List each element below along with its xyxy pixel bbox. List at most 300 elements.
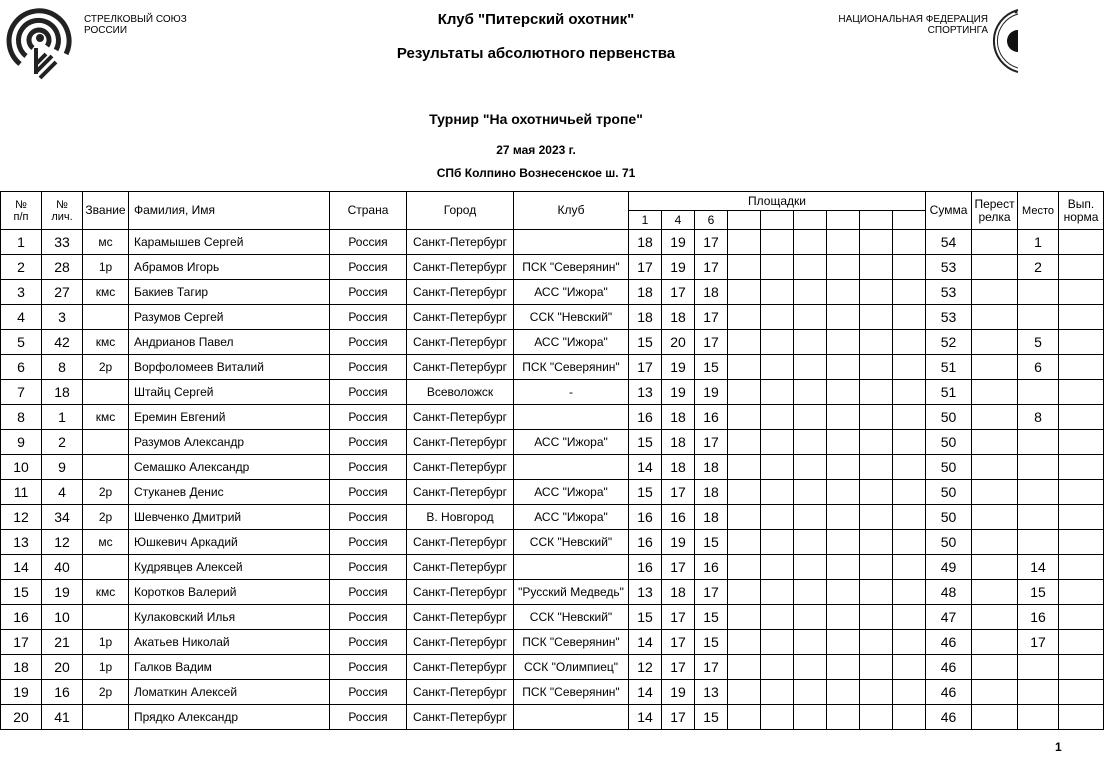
rank <box>83 380 129 405</box>
row-number: 14 <box>1 555 42 580</box>
rank <box>83 705 129 730</box>
score-empty <box>761 330 794 355</box>
score-ground-1: 15 <box>629 605 662 630</box>
table-row <box>1 255 1104 280</box>
athlete-name: Ломаткин Алексей <box>129 680 330 705</box>
shootoff <box>972 655 1018 680</box>
norm <box>1059 305 1104 330</box>
norm <box>1059 655 1104 680</box>
club-title: Клуб "Питерский охотник" <box>437 11 635 28</box>
place: 14 <box>1018 555 1059 580</box>
club: ПСК "Северянин" <box>514 255 629 280</box>
score-empty <box>794 455 827 480</box>
score-empty <box>728 580 761 605</box>
place: 15 <box>1018 580 1059 605</box>
country: Россия <box>330 505 407 530</box>
score-ground-4: 17 <box>662 555 695 580</box>
score-empty <box>761 355 794 380</box>
table-row <box>1 280 1104 305</box>
col-header-lic: № лич. <box>42 192 83 230</box>
score-empty <box>794 380 827 405</box>
score-empty <box>794 705 827 730</box>
col-header-country: Страна <box>330 192 407 230</box>
club: АСС "Ижора" <box>514 505 629 530</box>
country: Россия <box>330 605 407 630</box>
score-ground-6: 18 <box>695 455 728 480</box>
rank: мс <box>83 530 129 555</box>
score-ground-1: 16 <box>629 530 662 555</box>
row-number: 19 <box>1 680 42 705</box>
score-ground-4: 19 <box>662 230 695 255</box>
table-row <box>1 705 1104 730</box>
rank: 2р <box>83 355 129 380</box>
rank: кмс <box>83 330 129 355</box>
score-empty <box>728 605 761 630</box>
score-empty <box>761 505 794 530</box>
city: Санкт-Петербург <box>407 680 514 705</box>
total-sum: 51 <box>926 380 972 405</box>
norm <box>1059 555 1104 580</box>
row-number: 7 <box>1 380 42 405</box>
score-ground-6: 17 <box>695 255 728 280</box>
score-empty <box>893 305 926 330</box>
score-ground-6: 15 <box>695 355 728 380</box>
shootoff <box>972 705 1018 730</box>
row-number: 4 <box>1 305 42 330</box>
score-ground-6: 17 <box>695 305 728 330</box>
score-empty <box>827 355 860 380</box>
score-empty <box>827 280 860 305</box>
license-number: 40 <box>42 555 83 580</box>
total-sum: 50 <box>926 430 972 455</box>
score-ground-4: 18 <box>662 580 695 605</box>
col-header-shootoff: Перест релка <box>972 192 1018 230</box>
score-empty <box>827 705 860 730</box>
total-sum: 46 <box>926 705 972 730</box>
score-empty <box>794 355 827 380</box>
shootoff <box>972 530 1018 555</box>
license-number: 33 <box>42 230 83 255</box>
tournament-title: Турнир "На охотничьей тропе" <box>429 111 643 127</box>
place <box>1018 505 1059 530</box>
col-header-name: Фамилия, Имя <box>129 192 330 230</box>
city: Санкт-Петербург <box>407 330 514 355</box>
score-ground-4: 18 <box>662 430 695 455</box>
score-empty <box>794 580 827 605</box>
col-header-norm: Вып. норма <box>1059 192 1104 230</box>
athlete-name: Карамышев Сергей <box>129 230 330 255</box>
city: Санкт-Петербург <box>407 280 514 305</box>
total-sum: 46 <box>926 655 972 680</box>
place: 5 <box>1018 330 1059 355</box>
col-header-grounds: Площадки <box>629 192 926 211</box>
score-ground-4: 19 <box>662 255 695 280</box>
score-ground-1: 16 <box>629 555 662 580</box>
table-row <box>1 530 1104 555</box>
col-header-place: Место <box>1018 192 1059 230</box>
shootoff <box>972 580 1018 605</box>
score-empty <box>827 230 860 255</box>
score-empty <box>893 705 926 730</box>
score-ground-6: 17 <box>695 430 728 455</box>
col-header-rank: Звание <box>83 192 129 230</box>
athlete-name: Шевченко Дмитрий <box>129 505 330 530</box>
score-ground-1: 16 <box>629 405 662 430</box>
score-empty <box>761 255 794 280</box>
score-ground-6: 15 <box>695 605 728 630</box>
score-empty <box>728 680 761 705</box>
country: Россия <box>330 630 407 655</box>
score-empty <box>728 555 761 580</box>
table-row <box>1 580 1104 605</box>
score-empty <box>893 405 926 430</box>
row-number: 5 <box>1 330 42 355</box>
score-empty <box>827 605 860 630</box>
score-ground-1: 15 <box>629 430 662 455</box>
score-ground-4: 17 <box>662 605 695 630</box>
city: В. Новгород <box>407 505 514 530</box>
ground-header <box>893 211 926 230</box>
club <box>514 230 629 255</box>
score-empty <box>893 555 926 580</box>
city: Санкт-Петербург <box>407 555 514 580</box>
score-empty <box>761 405 794 430</box>
place: 17 <box>1018 630 1059 655</box>
rank <box>83 555 129 580</box>
license-number: 8 <box>42 355 83 380</box>
score-ground-6: 13 <box>695 680 728 705</box>
norm <box>1059 380 1104 405</box>
rank: 1р <box>83 630 129 655</box>
score-empty <box>761 655 794 680</box>
score-empty <box>893 430 926 455</box>
shootoff <box>972 630 1018 655</box>
score-ground-4: 19 <box>662 680 695 705</box>
score-empty <box>761 630 794 655</box>
score-ground-1: 17 <box>629 355 662 380</box>
score-empty <box>827 630 860 655</box>
score-empty <box>893 380 926 405</box>
row-number: 3 <box>1 280 42 305</box>
club: "Русский Медведь" <box>514 580 629 605</box>
athlete-name: Прядко Александр <box>129 705 330 730</box>
club <box>514 555 629 580</box>
shootoff <box>972 305 1018 330</box>
rank: 1р <box>83 255 129 280</box>
table-row <box>1 605 1104 630</box>
shootoff <box>972 680 1018 705</box>
score-empty <box>761 380 794 405</box>
athlete-name: Кулаковский Илья <box>129 605 330 630</box>
license-number: 18 <box>42 380 83 405</box>
score-empty <box>728 480 761 505</box>
score-empty <box>860 330 893 355</box>
club: - <box>514 380 629 405</box>
score-empty <box>761 605 794 630</box>
norm <box>1059 405 1104 430</box>
score-empty <box>893 680 926 705</box>
score-empty <box>827 380 860 405</box>
total-sum: 52 <box>926 330 972 355</box>
score-empty <box>860 430 893 455</box>
country: Россия <box>330 255 407 280</box>
score-empty <box>761 455 794 480</box>
score-empty <box>794 230 827 255</box>
col-header-club: Клуб <box>514 192 629 230</box>
score-ground-1: 15 <box>629 330 662 355</box>
org-left-line-2: РОССИИ <box>84 25 128 36</box>
norm <box>1059 530 1104 555</box>
score-ground-1: 17 <box>629 255 662 280</box>
score-empty <box>893 355 926 380</box>
score-empty <box>860 280 893 305</box>
ground-header: 4 <box>662 211 695 230</box>
row-number: 1 <box>1 230 42 255</box>
total-sum: 48 <box>926 580 972 605</box>
score-empty <box>860 605 893 630</box>
results-table <box>0 191 1104 730</box>
rank: 2р <box>83 680 129 705</box>
score-empty <box>827 655 860 680</box>
total-sum: 50 <box>926 505 972 530</box>
score-empty <box>893 605 926 630</box>
norm <box>1059 505 1104 530</box>
place <box>1018 530 1059 555</box>
country: Россия <box>330 430 407 455</box>
score-empty <box>893 255 926 280</box>
club: АСС "Ижора" <box>514 280 629 305</box>
total-sum: 47 <box>926 605 972 630</box>
results-title: Результаты абсолютного первенства <box>396 45 676 62</box>
license-number: 4 <box>42 480 83 505</box>
license-number: 16 <box>42 680 83 705</box>
score-empty <box>860 655 893 680</box>
norm <box>1059 480 1104 505</box>
score-empty <box>794 630 827 655</box>
city: Санкт-Петербург <box>407 230 514 255</box>
score-ground-6: 15 <box>695 630 728 655</box>
total-sum: 46 <box>926 680 972 705</box>
score-empty <box>860 230 893 255</box>
score-empty <box>827 580 860 605</box>
score-empty <box>728 705 761 730</box>
score-empty <box>827 330 860 355</box>
athlete-name: Андрианов Павел <box>129 330 330 355</box>
score-empty <box>728 630 761 655</box>
table-row <box>1 680 1104 705</box>
country: Россия <box>330 355 407 380</box>
total-sum: 53 <box>926 280 972 305</box>
place: 8 <box>1018 405 1059 430</box>
country: Россия <box>330 705 407 730</box>
city: Санкт-Петербург <box>407 705 514 730</box>
score-empty <box>728 305 761 330</box>
rank: кмс <box>83 405 129 430</box>
license-number: 19 <box>42 580 83 605</box>
athlete-name: Ворфоломеев Виталий <box>129 355 330 380</box>
score-ground-4: 17 <box>662 655 695 680</box>
club <box>514 455 629 480</box>
city: Санкт-Петербург <box>407 305 514 330</box>
score-empty <box>860 555 893 580</box>
score-ground-1: 13 <box>629 380 662 405</box>
score-empty <box>728 230 761 255</box>
rank <box>83 605 129 630</box>
place: 1 <box>1018 230 1059 255</box>
place <box>1018 655 1059 680</box>
score-ground-6: 17 <box>695 230 728 255</box>
norm <box>1059 230 1104 255</box>
score-ground-1: 18 <box>629 280 662 305</box>
score-empty <box>728 530 761 555</box>
club: ССК "Невский" <box>514 530 629 555</box>
ground-header <box>794 211 827 230</box>
score-empty <box>761 530 794 555</box>
license-number: 12 <box>42 530 83 555</box>
norm <box>1059 430 1104 455</box>
score-ground-6: 15 <box>695 705 728 730</box>
shootoff <box>972 355 1018 380</box>
row-number: 18 <box>1 655 42 680</box>
score-ground-4: 17 <box>662 480 695 505</box>
score-ground-1: 18 <box>629 230 662 255</box>
score-empty <box>761 555 794 580</box>
total-sum: 49 <box>926 555 972 580</box>
score-ground-4: 16 <box>662 505 695 530</box>
total-sum: 54 <box>926 230 972 255</box>
country: Россия <box>330 530 407 555</box>
score-empty <box>860 580 893 605</box>
score-empty <box>893 230 926 255</box>
row-number: 10 <box>1 455 42 480</box>
table-row <box>1 630 1104 655</box>
license-number: 28 <box>42 255 83 280</box>
norm <box>1059 455 1104 480</box>
score-ground-6: 17 <box>695 580 728 605</box>
score-empty <box>827 505 860 530</box>
ground-header: 6 <box>695 211 728 230</box>
score-ground-1: 15 <box>629 480 662 505</box>
shootoff <box>972 505 1018 530</box>
score-empty <box>761 280 794 305</box>
club <box>514 405 629 430</box>
athlete-name: Разумов Сергей <box>129 305 330 330</box>
total-sum: 53 <box>926 255 972 280</box>
place: 6 <box>1018 355 1059 380</box>
score-ground-4: 19 <box>662 380 695 405</box>
score-empty <box>893 480 926 505</box>
score-empty <box>794 505 827 530</box>
country: Россия <box>330 305 407 330</box>
score-empty <box>860 255 893 280</box>
score-empty <box>893 455 926 480</box>
license-number: 27 <box>42 280 83 305</box>
score-empty <box>827 255 860 280</box>
rank: мс <box>83 230 129 255</box>
shootoff <box>972 230 1018 255</box>
score-ground-6: 16 <box>695 555 728 580</box>
score-empty <box>794 405 827 430</box>
shootoff <box>972 455 1018 480</box>
score-empty <box>860 305 893 330</box>
norm <box>1059 605 1104 630</box>
athlete-name: Еремин Евгений <box>129 405 330 430</box>
score-empty <box>794 305 827 330</box>
table-row <box>1 330 1104 355</box>
athlete-name: Кудрявцев Алексей <box>129 555 330 580</box>
city: Санкт-Петербург <box>407 355 514 380</box>
ground-header <box>728 211 761 230</box>
total-sum: 51 <box>926 355 972 380</box>
org-right-line-1: НАЦИОНАЛЬНАЯ ФЕДЕРАЦИЯ <box>838 14 988 25</box>
place <box>1018 455 1059 480</box>
score-empty <box>827 305 860 330</box>
club: АСС "Ижора" <box>514 330 629 355</box>
table-row <box>1 355 1104 380</box>
score-empty <box>860 705 893 730</box>
score-ground-4: 18 <box>662 305 695 330</box>
score-empty <box>728 280 761 305</box>
country: Россия <box>330 480 407 505</box>
club: ССК "Олимпиец" <box>514 655 629 680</box>
score-empty <box>728 330 761 355</box>
score-ground-4: 19 <box>662 530 695 555</box>
country: Россия <box>330 455 407 480</box>
score-empty <box>794 280 827 305</box>
city: Санкт-Петербург <box>407 255 514 280</box>
score-empty <box>761 680 794 705</box>
table-row <box>1 555 1104 580</box>
score-empty <box>827 555 860 580</box>
norm <box>1059 255 1104 280</box>
score-empty <box>827 530 860 555</box>
score-ground-4: 17 <box>662 280 695 305</box>
total-sum: 50 <box>926 455 972 480</box>
score-empty <box>761 305 794 330</box>
row-number: 20 <box>1 705 42 730</box>
place <box>1018 280 1059 305</box>
ground-header <box>827 211 860 230</box>
row-number: 16 <box>1 605 42 630</box>
score-empty <box>893 630 926 655</box>
athlete-name: Акатьев Николай <box>129 630 330 655</box>
score-empty <box>860 530 893 555</box>
license-number: 2 <box>42 430 83 455</box>
club: ССК "Невский" <box>514 605 629 630</box>
score-empty <box>761 705 794 730</box>
score-ground-6: 19 <box>695 380 728 405</box>
score-ground-4: 20 <box>662 330 695 355</box>
athlete-name: Семашко Александр <box>129 455 330 480</box>
city: Санкт-Петербург <box>407 530 514 555</box>
rank <box>83 455 129 480</box>
total-sum: 53 <box>926 305 972 330</box>
row-number: 6 <box>1 355 42 380</box>
score-empty <box>728 430 761 455</box>
score-empty <box>860 630 893 655</box>
score-empty <box>860 455 893 480</box>
score-empty <box>893 280 926 305</box>
club <box>514 705 629 730</box>
score-empty <box>860 355 893 380</box>
place: 2 <box>1018 255 1059 280</box>
col-header-sum: Сумма <box>926 192 972 230</box>
athlete-name: Юшкевич Аркадий <box>129 530 330 555</box>
place <box>1018 305 1059 330</box>
norm <box>1059 355 1104 380</box>
table-row <box>1 505 1104 530</box>
place <box>1018 430 1059 455</box>
